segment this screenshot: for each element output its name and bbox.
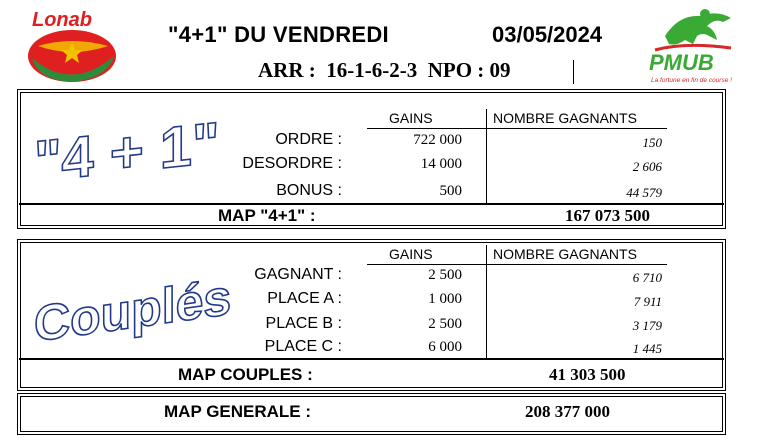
draw-date: 03/05/2024 bbox=[492, 22, 603, 47]
map-value-generale: 208 377 000 bbox=[525, 402, 610, 421]
nombre-place-c: 1 445 bbox=[632, 341, 662, 356]
row-label-place-b: PLACE B : bbox=[265, 315, 342, 332]
col-gains-4plus1: GAINS bbox=[389, 110, 433, 126]
arrivee-line: ARR : 16-1-6-2-3 NPO : 09 bbox=[258, 58, 511, 82]
col-nombre-couples: NOMBRE GAGNANTS bbox=[493, 246, 637, 262]
col-divider-4plus1 bbox=[486, 109, 487, 203]
map-value-couples: 41 303 500 bbox=[549, 365, 626, 384]
map-label-4plus1: MAP "4+1" : bbox=[218, 206, 316, 225]
row-label-desordre: DESORDRE : bbox=[242, 155, 342, 172]
col-gains-couples: GAINS bbox=[389, 246, 433, 262]
row-label-place-c: PLACE C : bbox=[264, 338, 342, 355]
row-label-bonus: BONUS : bbox=[276, 182, 342, 199]
decor-4plus1-text: "4 + 1" bbox=[34, 110, 220, 195]
col-divider-couples bbox=[486, 245, 487, 358]
lonab-wordmark: Lonab bbox=[32, 9, 92, 31]
map-label-couples: MAP COUPLES : bbox=[178, 365, 313, 384]
nombre-desordre: 2 606 bbox=[632, 159, 662, 174]
row-label-gagnant: GAGNANT : bbox=[254, 266, 342, 283]
gains-ordre: 722 000 bbox=[413, 132, 462, 148]
gains-bonus: 500 bbox=[439, 183, 462, 199]
header-rule-4plus1 bbox=[367, 128, 667, 129]
nombre-bonus: 44 579 bbox=[626, 185, 662, 200]
col-nombre-4plus1: NOMBRE GAGNANTS bbox=[493, 110, 637, 126]
row-label-place-a: PLACE A : bbox=[267, 290, 342, 307]
section-generale-inner bbox=[20, 396, 723, 432]
map-value-4plus1: 167 073 500 bbox=[565, 206, 650, 225]
decor-couples-text: Couplés bbox=[34, 268, 232, 353]
map-rule-4plus1 bbox=[19, 203, 724, 205]
pmub-wordmark: PMUB bbox=[649, 50, 714, 75]
nombre-gagnant: 6 710 bbox=[632, 270, 662, 285]
nombre-place-b: 3 179 bbox=[632, 318, 662, 333]
gains-place-a: 1 000 bbox=[428, 291, 462, 307]
gains-place-c: 6 000 bbox=[428, 339, 462, 355]
nombre-ordre: 150 bbox=[642, 135, 662, 150]
map-rule-couples bbox=[19, 358, 724, 360]
text-cursor bbox=[573, 60, 574, 84]
section-generale bbox=[17, 393, 726, 435]
row-label-ordre: ORDRE : bbox=[275, 131, 342, 148]
page-title: "4+1" DU VENDREDI bbox=[168, 22, 389, 47]
pmub-tagline: La fortune en fin de course ! bbox=[651, 77, 732, 84]
header-rule-couples bbox=[367, 264, 667, 265]
decor-4plus1 bbox=[30, 108, 220, 198]
nombre-place-a: 7 911 bbox=[633, 294, 662, 309]
lonab-logo bbox=[22, 6, 122, 84]
decor-couples bbox=[30, 262, 232, 358]
gains-desordre: 14 000 bbox=[420, 156, 462, 172]
gains-place-b: 2 500 bbox=[428, 316, 462, 332]
pmub-logo bbox=[635, 6, 747, 90]
map-label-generale: MAP GENERALE : bbox=[164, 402, 312, 421]
gains-gagnant: 2 500 bbox=[428, 267, 462, 283]
